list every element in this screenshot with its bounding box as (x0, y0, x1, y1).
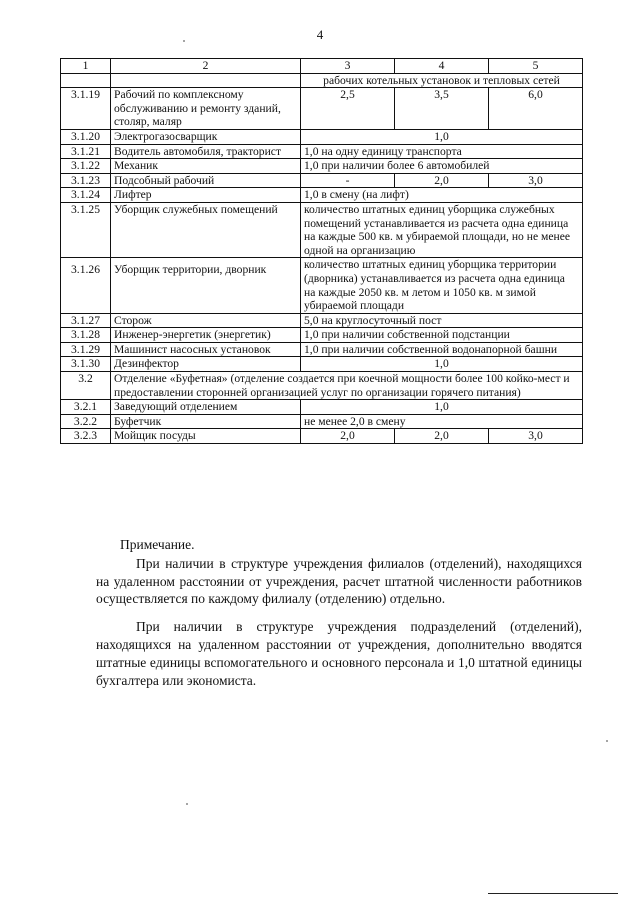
row-number: 3.1.30 (61, 357, 111, 372)
table-row (61, 159, 583, 174)
row-name: Уборщик служебных помещений (111, 202, 301, 257)
row-value-col3: 2,0 (301, 429, 395, 444)
row-name: Дезинфектор (111, 357, 301, 372)
notes-title: Примечание. (120, 537, 195, 552)
table-section-row (61, 372, 583, 400)
row-name: Заведующий отделением (111, 400, 301, 415)
row-name: Лифтер (111, 188, 301, 203)
row-value: 1,0 (301, 129, 583, 144)
row-number: 3.2.2 (61, 414, 111, 429)
table-row (61, 188, 583, 203)
row-value: 5,0 на круглосуточный пост (301, 313, 583, 328)
table-row (61, 173, 583, 188)
row-name: Буфетчик (111, 414, 301, 429)
page-number: 4 (316, 27, 324, 42)
row-value-col3: 2,5 (301, 88, 395, 130)
table-row (61, 400, 583, 415)
row-value: 1,0 при наличии более 6 автомобилей (301, 159, 583, 174)
row-name: Электрогазосварщик (111, 129, 301, 144)
table-row (61, 258, 583, 313)
table-header-text: рабочих котельных установок и тепловых сетей (301, 73, 583, 88)
table-row (61, 144, 583, 159)
section-title: Отделение «Буфетная» (отделение создается при коечной мощности более 100 койко-мест и предоставлении сторонней организацией услуг по организации горячего питания) (111, 372, 583, 400)
row-value: 1,0 (301, 357, 583, 372)
row-value: 1,0 при наличии собственной водонапорной башни (301, 342, 583, 357)
row-name: Машинист насосных установок (111, 342, 301, 357)
row-value-col5: 3,0 (489, 173, 583, 188)
column-number: 4 (395, 59, 489, 74)
row-value: не менее 2,0 в смену (301, 414, 583, 429)
table-row (61, 129, 583, 144)
scan-speck (606, 740, 608, 742)
row-number: 3.1.23 (61, 173, 111, 188)
table-row (61, 202, 583, 257)
table-row (61, 357, 583, 372)
notes-section (96, 536, 582, 689)
column-number: 1 (61, 59, 111, 74)
row-name: Механик (111, 159, 301, 174)
scan-speck (183, 40, 185, 42)
note-paragraph-1: При наличии в структуре учреждения филиалов (отделений), находящихся на удаленном расстоянии от учреждения, расчет штатной численности работников осуществляется по каждому филиалу (отделению) отдельно. (96, 555, 582, 607)
row-name: Водитель автомобиля, тракторист (111, 144, 301, 159)
scan-speck (186, 803, 188, 805)
row-name: Уборщик территории, дворник (111, 258, 301, 313)
staffing-table (60, 58, 583, 444)
row-number: 3.2 (61, 372, 111, 400)
row-value: 1,0 в смену (на лифт) (301, 188, 583, 203)
row-name: Сторож (111, 313, 301, 328)
row-value: 1,0 (301, 400, 583, 415)
row-number: 3.1.21 (61, 144, 111, 159)
table-row (61, 313, 583, 328)
row-value-col3: - (301, 173, 395, 188)
table-row (61, 429, 583, 444)
row-number: 3.1.24 (61, 188, 111, 203)
column-number-row (61, 59, 583, 74)
row-value-col4: 2,0 (395, 173, 489, 188)
row-number: 3.1.22 (61, 159, 111, 174)
row-number: 3.1.20 (61, 129, 111, 144)
row-value-col4: 3,5 (395, 88, 489, 130)
table-header-row (61, 73, 583, 88)
row-name: Мойщик посуды (111, 429, 301, 444)
column-number: 5 (489, 59, 583, 74)
footer-line (488, 893, 618, 894)
row-name: Инженер-энергетик (энергетик) (111, 328, 301, 343)
column-number: 2 (111, 59, 301, 74)
row-name: Рабочий по комплексному обслуживанию и ремонту зданий, столяр, маляр (111, 88, 301, 130)
note-paragraph-2: При наличии в структуре учреждения подразделений (отделений), находящихся на удаленном расстоянии от учреждения, дополнительно вводятся штатные единицы вспомогательного и основного персонала и 1,0 штатной единицы бухгалтера или экономиста. (96, 619, 582, 688)
row-value: 1,0 на одну единицу транспорта (301, 144, 583, 159)
row-value: количество штатных единиц уборщика территории (дворника) устанавливается из расчета одна единица на каждые 2050 кв. м летом и 1050 кв. м зимой убираемой площади (301, 258, 583, 313)
table-row (61, 414, 583, 429)
row-value-col5: 6,0 (489, 88, 583, 130)
column-number: 3 (301, 59, 395, 74)
row-number: 3.1.26 (61, 258, 111, 313)
row-number: 3.1.25 (61, 202, 111, 257)
table-row (61, 328, 583, 343)
row-number: 3.1.28 (61, 328, 111, 343)
row-number: 3.2.1 (61, 400, 111, 415)
row-number: 3.1.19 (61, 88, 111, 130)
row-number: 3.1.27 (61, 313, 111, 328)
row-value-col4: 2,0 (395, 429, 489, 444)
row-name: Подсобный рабочий (111, 173, 301, 188)
row-number: 3.1.29 (61, 342, 111, 357)
table-row (61, 342, 583, 357)
row-value: количество штатных единиц уборщика служебных помещений устанавливается из расчета одна единица на каждые 500 кв. м убираемой площади, но не менее одной на организацию (301, 202, 583, 257)
row-number: 3.2.3 (61, 429, 111, 444)
row-value-col5: 3,0 (489, 429, 583, 444)
table-row (61, 88, 583, 130)
row-value: 1,0 при наличии собственной подстанции (301, 328, 583, 343)
